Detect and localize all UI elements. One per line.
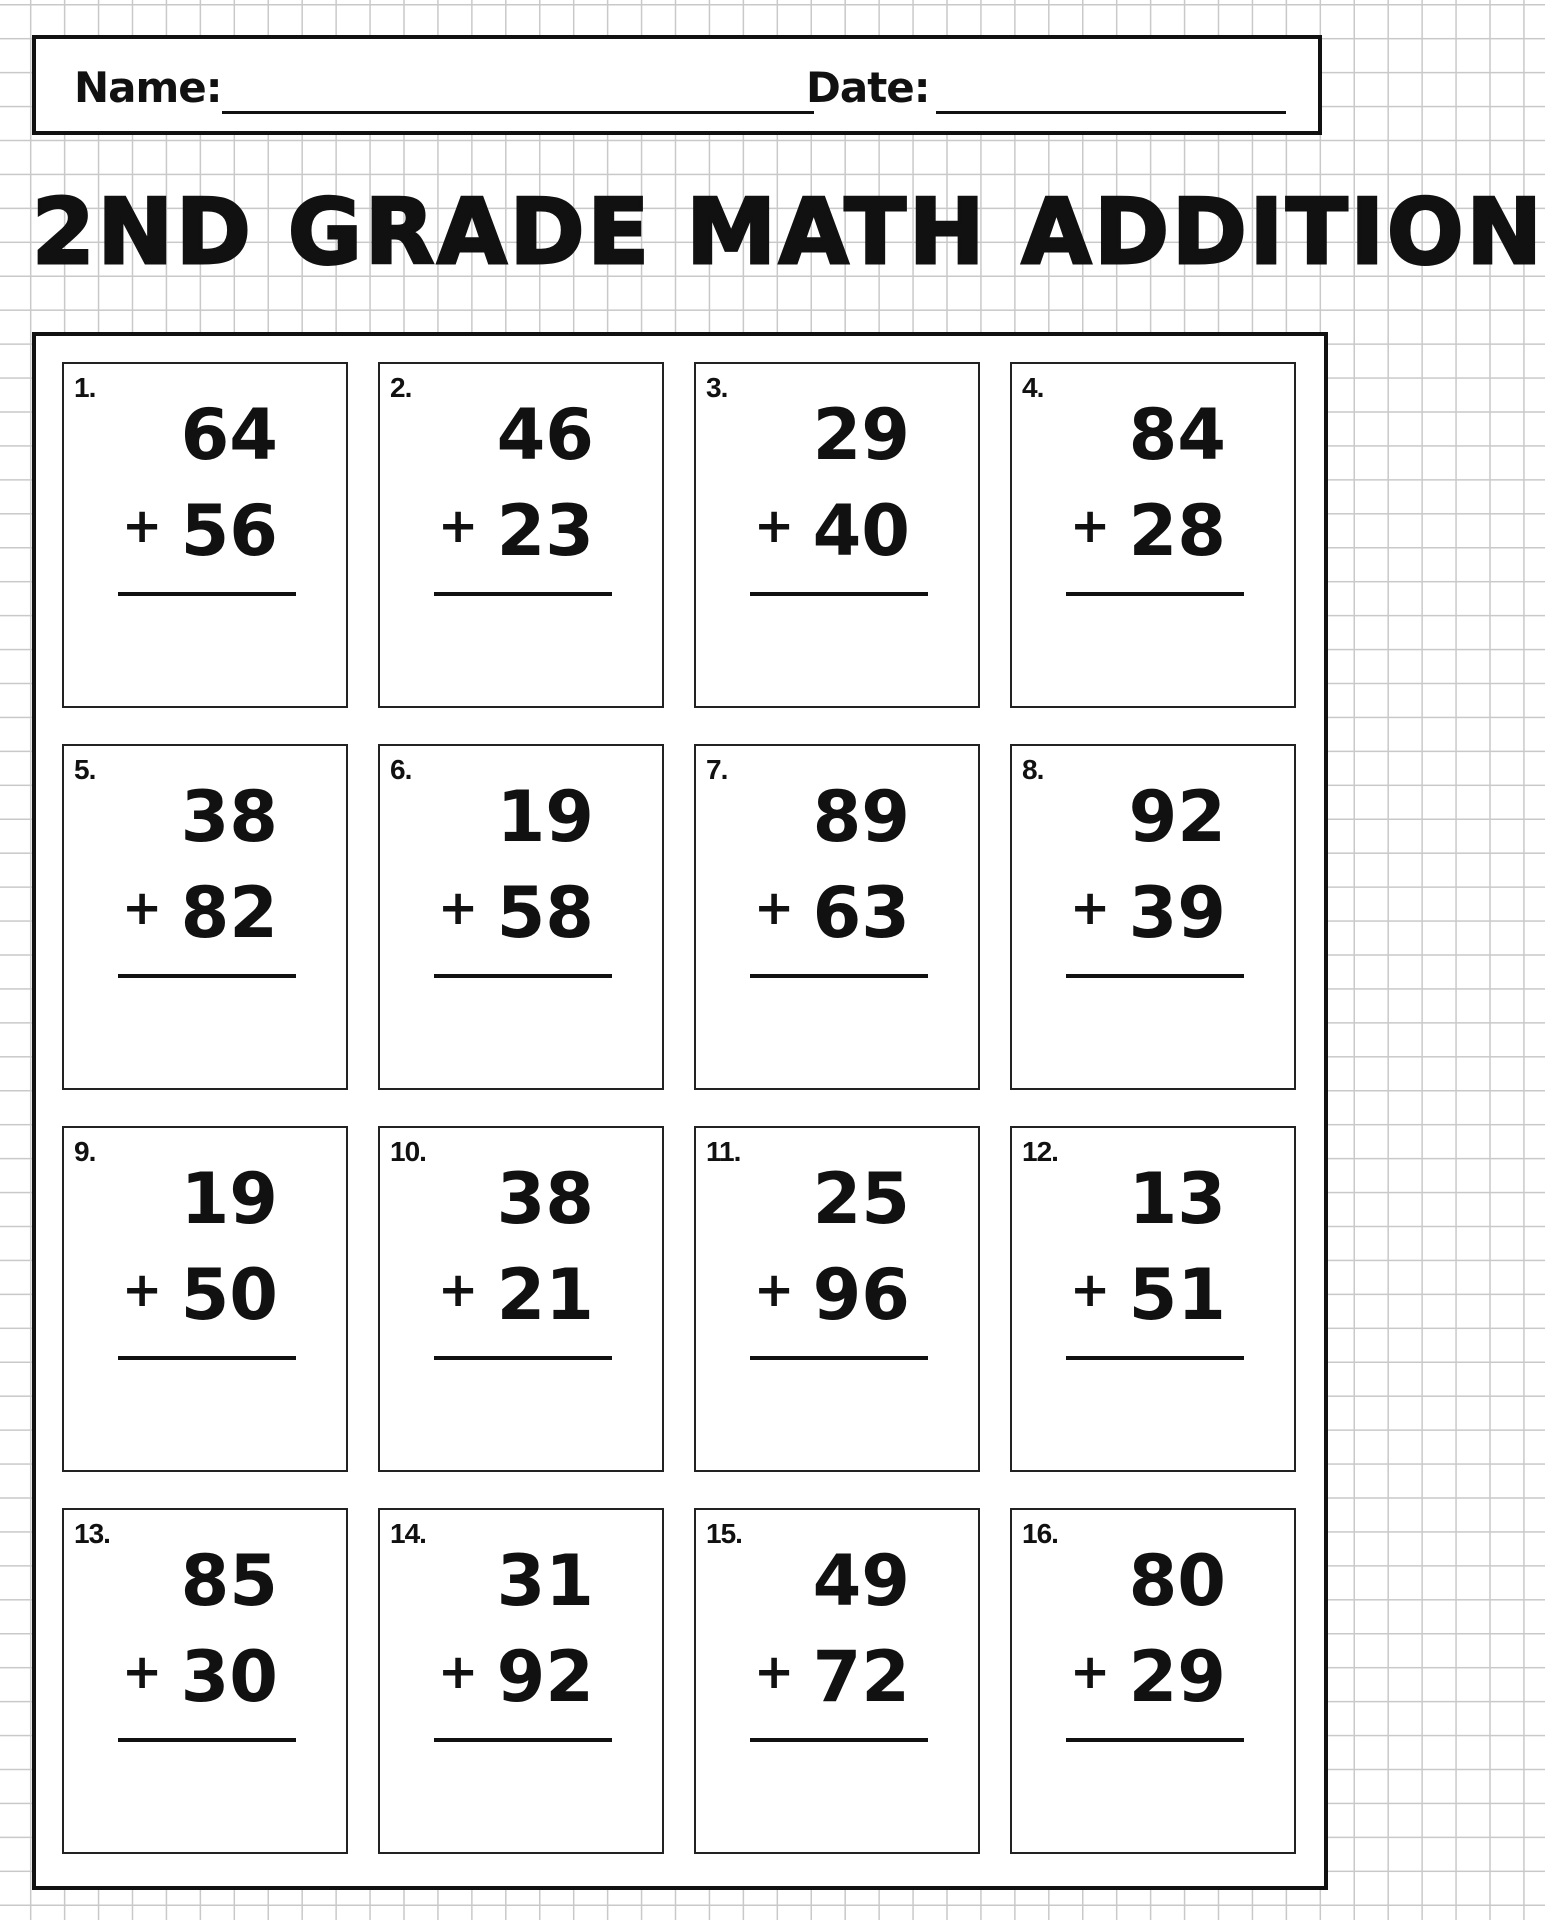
answer-line[interactable] bbox=[750, 1356, 928, 1360]
answer-line[interactable] bbox=[1066, 974, 1244, 978]
top-addend: 46 bbox=[496, 394, 594, 476]
problem-card bbox=[694, 1126, 980, 1472]
answer-line[interactable] bbox=[118, 592, 296, 596]
problem-card bbox=[694, 744, 980, 1090]
bottom-addend: 28 bbox=[1128, 490, 1226, 572]
answer-line[interactable] bbox=[434, 1356, 612, 1360]
problem-number: 13. bbox=[74, 1518, 110, 1549]
answer-line[interactable] bbox=[434, 1738, 612, 1742]
plus-sign: + bbox=[122, 880, 163, 936]
plus-sign: + bbox=[438, 1644, 479, 1700]
top-addend: 92 bbox=[1128, 776, 1226, 858]
top-addend: 64 bbox=[180, 394, 278, 476]
bottom-addend: 92 bbox=[496, 1636, 594, 1718]
answer-line[interactable] bbox=[118, 974, 296, 978]
top-addend: 85 bbox=[180, 1540, 278, 1622]
answer-line[interactable] bbox=[118, 1738, 296, 1742]
plus-sign: + bbox=[1070, 880, 1111, 936]
top-addend: 19 bbox=[496, 776, 594, 858]
plus-sign: + bbox=[438, 1262, 479, 1318]
problem-card bbox=[1010, 1508, 1296, 1854]
problem-card bbox=[62, 362, 348, 708]
problem-number: 12. bbox=[1022, 1136, 1058, 1167]
plus-sign: + bbox=[754, 1262, 795, 1318]
problem-card bbox=[1010, 362, 1296, 708]
plus-sign: + bbox=[122, 1262, 163, 1318]
problem-card bbox=[62, 1126, 348, 1472]
problems-grid bbox=[32, 332, 1328, 1890]
problem-card bbox=[378, 1508, 664, 1854]
answer-line[interactable] bbox=[434, 974, 612, 978]
top-addend: 25 bbox=[812, 1158, 910, 1240]
name-label: Name: bbox=[74, 63, 222, 112]
problem-number: 1. bbox=[74, 372, 96, 403]
bottom-addend: 40 bbox=[812, 490, 910, 572]
top-addend: 13 bbox=[1128, 1158, 1226, 1240]
plus-sign: + bbox=[438, 498, 479, 554]
answer-line[interactable] bbox=[1066, 1356, 1244, 1360]
top-addend: 38 bbox=[496, 1158, 594, 1240]
problem-card bbox=[1010, 744, 1296, 1090]
problem-card bbox=[378, 362, 664, 708]
problem-card bbox=[378, 1126, 664, 1472]
plus-sign: + bbox=[1070, 498, 1111, 554]
header-box bbox=[32, 35, 1322, 135]
problem-number: 8. bbox=[1022, 754, 1044, 785]
top-addend: 38 bbox=[180, 776, 278, 858]
problem-number: 6. bbox=[390, 754, 412, 785]
bottom-addend: 82 bbox=[180, 872, 278, 954]
top-addend: 84 bbox=[1128, 394, 1226, 476]
bottom-addend: 51 bbox=[1128, 1254, 1226, 1336]
answer-line[interactable] bbox=[118, 1356, 296, 1360]
top-addend: 49 bbox=[812, 1540, 910, 1622]
bottom-addend: 21 bbox=[496, 1254, 594, 1336]
answer-line[interactable] bbox=[1066, 1738, 1244, 1742]
answer-line[interactable] bbox=[434, 592, 612, 596]
plus-sign: + bbox=[438, 880, 479, 936]
plus-sign: + bbox=[122, 498, 163, 554]
problem-number: 4. bbox=[1022, 372, 1044, 403]
top-addend: 31 bbox=[496, 1540, 594, 1622]
top-addend: 80 bbox=[1128, 1540, 1226, 1622]
bottom-addend: 63 bbox=[812, 872, 910, 954]
problem-number: 15. bbox=[706, 1518, 742, 1549]
problem-number: 5. bbox=[74, 754, 96, 785]
answer-line[interactable] bbox=[1066, 592, 1244, 596]
plus-sign: + bbox=[754, 1644, 795, 1700]
problem-card bbox=[378, 744, 664, 1090]
problem-number: 14. bbox=[390, 1518, 426, 1549]
date-field-line[interactable] bbox=[936, 111, 1286, 114]
problem-card bbox=[1010, 1126, 1296, 1472]
bottom-addend: 58 bbox=[496, 872, 594, 954]
bottom-addend: 30 bbox=[180, 1636, 278, 1718]
problem-number: 7. bbox=[706, 754, 728, 785]
problem-number: 3. bbox=[706, 372, 728, 403]
name-field-line[interactable] bbox=[222, 111, 814, 114]
problem-card bbox=[694, 1508, 980, 1854]
problem-card bbox=[694, 362, 980, 708]
problem-card bbox=[62, 1508, 348, 1854]
problem-number: 16. bbox=[1022, 1518, 1058, 1549]
date-label: Date: bbox=[806, 63, 930, 112]
plus-sign: + bbox=[1070, 1262, 1111, 1318]
plus-sign: + bbox=[754, 498, 795, 554]
top-addend: 89 bbox=[812, 776, 910, 858]
plus-sign: + bbox=[122, 1644, 163, 1700]
answer-line[interactable] bbox=[750, 592, 928, 596]
plus-sign: + bbox=[754, 880, 795, 936]
problem-number: 11. bbox=[706, 1136, 741, 1167]
bottom-addend: 72 bbox=[812, 1636, 910, 1718]
bottom-addend: 56 bbox=[180, 490, 278, 572]
problem-number: 2. bbox=[390, 372, 412, 403]
answer-line[interactable] bbox=[750, 974, 928, 978]
bottom-addend: 39 bbox=[1128, 872, 1226, 954]
page-title: 2ND GRADE MATH ADDITION bbox=[32, 180, 1545, 285]
problem-number: 9. bbox=[74, 1136, 96, 1167]
bottom-addend: 96 bbox=[812, 1254, 910, 1336]
bottom-addend: 50 bbox=[180, 1254, 278, 1336]
top-addend: 19 bbox=[180, 1158, 278, 1240]
problem-number: 10. bbox=[390, 1136, 426, 1167]
answer-line[interactable] bbox=[750, 1738, 928, 1742]
bottom-addend: 23 bbox=[496, 490, 594, 572]
problem-card bbox=[62, 744, 348, 1090]
plus-sign: + bbox=[1070, 1644, 1111, 1700]
top-addend: 29 bbox=[812, 394, 910, 476]
bottom-addend: 29 bbox=[1128, 1636, 1226, 1718]
